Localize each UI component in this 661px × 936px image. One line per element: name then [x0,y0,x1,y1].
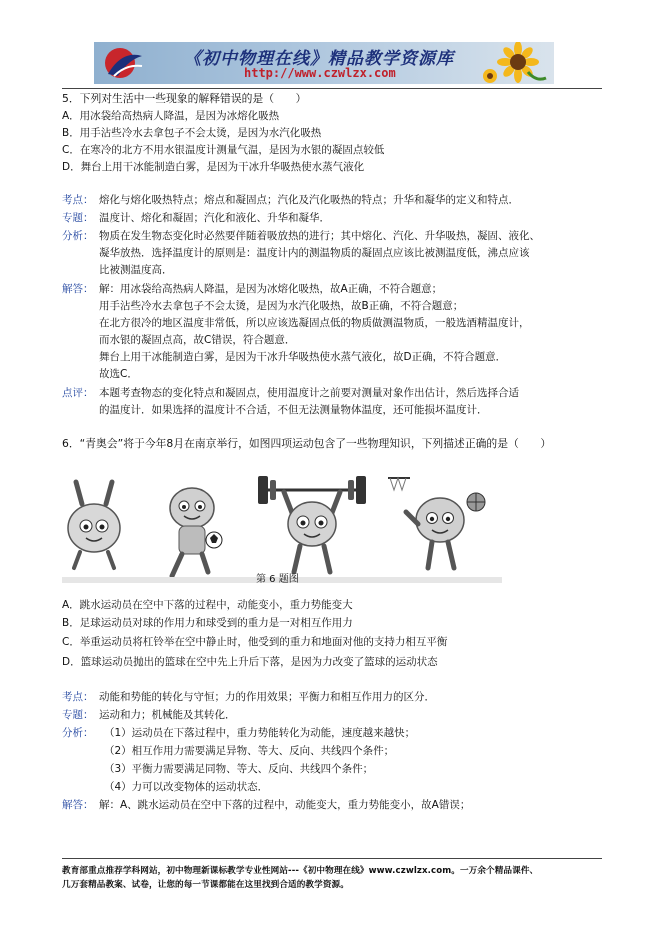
q5-dianping-label: 点评： [62,387,94,399]
q5-fenxi-label: 分析： [62,230,94,242]
q6-stem: 6．“青奥会”将于今年8月在南京举行，如图四项运动包含了一些物理知识，下列描述正确的是（ ） [62,437,552,450]
q5-fenxi-line: 比被测温度高． [99,264,173,276]
q5-zhuanti-label: 专题： [62,212,94,224]
banner-url: http://www.czwlzx.com [244,66,396,80]
q6-zhuanti-label: 专题： [62,709,94,721]
q6-jieda-label: 解答： [62,799,94,811]
q5-jieda-line: 解：用冰袋给高热病人降温，是因为冰熔化吸热，故A正确，不符合题意； [99,283,443,295]
banner-title: 《初中物理在线》精品教学资源库 [184,49,454,69]
q5-jieda-line: 用手沾些冷水去拿包子不会太烫，是因为水汽化吸热，故B正确，不符合题意； [99,300,464,312]
q5-fenxi-line: 物质在发生物态变化时必然要伴随着吸放热的进行；其中熔化、汽化、升华吸热，凝固、液化、 [99,230,540,242]
q6-jieda-line: 解：A、跳水运动员在空中下落的过程中，动能变大，重力势能变小，故A错误； [99,799,471,811]
weightlifter-mascot-icon [258,476,366,572]
q5-stem: 5．下列对生活中一些现象的解释错误的是（ ） [62,92,307,105]
q6-kaodian: 动能和势能的转化与守恒；力的作用效果；平衡力和相互作用力的区分． [99,691,435,703]
q6-option-a: A．跳水运动员在空中下落的过程中，动能变小，重力势能变大 [62,599,353,611]
q5-dianping-line: 的温度计．如果选择的温度计不合适，不但无法测量物体温度，还可能损坏温度计． [99,404,488,416]
q6-zhuanti: 运动和力；机械能及其转化． [99,709,236,721]
q5-option-b: B．用手沾些冷水去拿包子不会太烫，是因为水汽化吸热 [62,127,322,139]
q6-fenxi-label: 分析： [62,727,94,739]
q6-fenxi-line: （3）平衡力需要满足同物、等大、反向、共线四个条件； [104,763,374,775]
q6-option-c: C．举重运动员将杠铃举在空中静止时，他受到的重力和地面对他的支持力相互平衡 [62,636,448,648]
q5-jieda-line: 舞台上用干冰能制造白雾，是因为干冰升华吸热使水蒸气液化，故D正确，不符合题意． [99,351,507,363]
q6-kaodian-label: 考点： [62,691,94,703]
q6-fenxi-line: （4）力可以改变物体的运动状态． [104,781,269,793]
q5-kaodian-label: 考点： [62,194,94,206]
q5-option-d: D．舞台上用干冰能制造白雾，是因为干冰升华吸热使水蒸气液化 [62,161,365,173]
q5-jieda-label: 解答： [62,283,94,295]
q6-fenxi-line: （1）运动员在下落过程中，重力势能转化为动能，速度越来越快； [104,727,416,739]
q5-jieda-line: 而水银的凝固点高，故C错误，符合题意． [99,334,296,346]
sunflower-icon [480,42,550,84]
q5-dianping-line: 本题考查物态的变化特点和凝固点，使用温度计之前要对测量对象作出估计，然后选择合适 [99,387,519,399]
q6-fenxi-line: （2）相互作用力需要满足异物、等大、反向、共线四个条件； [104,745,395,757]
q6-option-d: D．篮球运动员抛出的篮球在空中先上升后下落，是因为力改变了篮球的运动状态 [62,656,438,668]
footer-line: 教育部重点推荐学科网站，初中物理新课标教学专业性网站---《初中物理在线》www.czwlzx.com。一万余个精品课件、 [62,866,539,876]
q6-option-b: B．足球运动员对球的作用力和球受到的重力是一对相互作用力 [62,617,353,629]
q5-zhuanti: 温度计、熔化和凝固；汽化和液化、升华和凝华． [99,212,330,224]
header-banner [94,42,554,84]
site-logo-icon [102,46,146,80]
header-rule [62,88,602,89]
q5-jieda-line: 故选C． [99,368,138,380]
basketball-mascot-icon [388,478,485,568]
q5-kaodian: 熔化与熔化吸热特点；熔点和凝固点；汽化及汽化吸热的特点；升华和凝华的定义和特点． [99,194,519,206]
footer-rule [62,858,602,859]
footer-line: 几万套精品教案、试卷，让您的每一节课都能在这里找到合适的教学资源。 [62,880,349,890]
diver-mascot-icon [68,482,120,568]
q5-fenxi-line: 凝华放热．选择温度计的原则是：温度计内的测温物质的凝固点应该比被测温度低，沸点应该 [99,247,530,259]
q5-jieda-line: 在北方很冷的地区温度非常低，所以应该选凝固点低的物质做测温物质，一般选酒精温度计， [99,317,530,329]
q5-option-c: C．在寒冷的北方不用水银温度计测量气温，是因为水银的凝固点较低 [62,144,385,156]
football-mascot-icon [170,488,222,576]
q5-option-a: A．用冰袋给高热病人降温，是因为冰熔化吸热 [62,110,280,122]
q6-figure-caption: 第 6 题图 [256,574,299,585]
